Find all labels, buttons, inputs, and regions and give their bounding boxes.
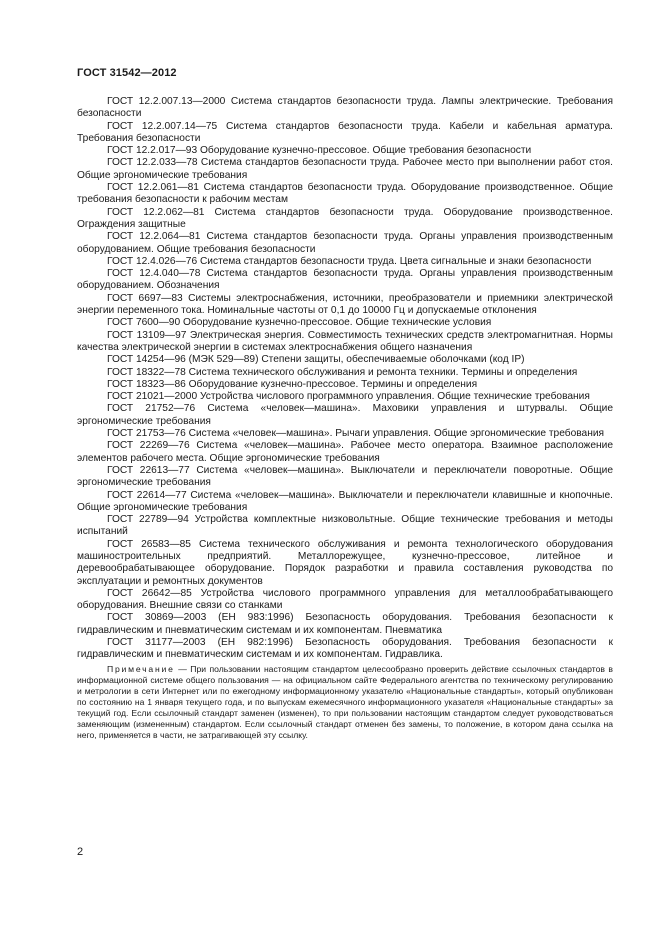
reference-entry: ГОСТ 18322—78 Система технического обслуживания и ремонта техники. Термины и определения [107,366,578,378]
reference-entry: ГОСТ 31177—2003 (ЕН 982:1996) Безопасность оборудования. Требования безопасности к гидравлическим и пневматическим системам и их компонентам. Гидравлика. [77,637,613,661]
reference-entry: ГОСТ 12.2.061—81 Система стандартов безопасности труда. Оборудование производственное. Общие требования безопасности к рабочим местам [77,182,613,206]
reference-entry: ГОСТ 30869—2003 (ЕН 983:1996) Безопасность оборудования. Требования безопасности к гидравлическим и пневматическим системам и их компонентам. Пневматика [77,612,613,636]
reference-entry: ГОСТ 21752—76 Система «человек—машина». Маховики управления и штурвалы. Общие эргономические требования [77,403,613,427]
normative-references [77,96,613,749]
reference-entry: ГОСТ 22613—77 Система «человек—машина». Выключатели и переключатели поворотные. Общие эргономические требования [77,464,613,489]
reference-entry: ГОСТ 12.2.017—93 Оборудование кузнечно-прессовое. Общие требования безопасности [107,145,532,157]
reference-entry: ГОСТ 22614—77 Система «человек—машина». Выключатели и переключатели клавишные и кнопочные. Общие эргономические требования [77,489,613,513]
reference-entry: ГОСТ 7600—90 Оборудование кузнечно-прессовое. Общие технические условия [107,317,492,329]
reference-entry: ГОСТ 13109—97 Электрическая энергия. Совместимость технических средств электромагнитная. Нормы качества электрической энергии в системах электроснабжения общего назначения [77,329,613,353]
reference-entry: ГОСТ 26583—85 Система технического обслуживания и ремонта технологического оборудования машиностроительных предприятий. Металлорежущее, кузнечно-прессовое, литейное и деревообрабатывающее оборудование. Порядок разработки и правила составления руководства по эксплуатации и ремонтных документов [77,538,613,587]
note-label: Примечание [107,663,175,674]
reference-entry: ГОСТ 26642—85 Устройства числового программного управления для металлообрабатывающего оборудования. Внешние связи со станками [77,587,613,612]
reference-entry: ГОСТ 12.2.007.13—2000 Система стандартов безопасности труда. Лампы электрические. Требования безопасности [77,96,613,120]
reference-entry: ГОСТ 12.4.040—78 Система стандартов безопасности труда. Органы управления производственным оборудованием. Обозначения [77,268,613,292]
reference-entry: ГОСТ 21753—76 Система «человек—машина». Рычаги управления. Общие эргономические требования [107,428,605,440]
reference-entry: ГОСТ 12.2.007.14—75 Система стандартов безопасности труда. Кабели и кабельная арматура. Требования безопасности [77,120,613,144]
reference-entry: ГОСТ 12.4.026—76 Система стандартов безопасности труда. Цвета сигнальные и знаки безопасности [107,255,592,267]
page-number: 2 [77,846,84,858]
reference-entry: ГОСТ 22789—94 Устройства комплектные низковольтные. Общие технические требования и методы испытаний [77,514,613,538]
reference-entry: ГОСТ 12.2.062—81 Система стандартов безопасности труда. Оборудование производственное. Ограждения защитные [77,206,613,230]
reference-entry: ГОСТ 12.2.064—81 Система стандартов безопасности труда. Органы управления производственным оборудованием. Общие требования безопасности [77,231,613,255]
reference-entry: ГОСТ 6697—83 Системы электроснабжения, источники, преобразователи и приемники электрической энергии переменного тока. Номинальные частоты от 0,1 до 10000 Гц и допускаемые отклонения [77,292,613,317]
document-header: ГОСТ 31542—2012 [77,67,177,79]
reference-entry: ГОСТ 18323—86 Оборудование кузнечно-прессовое. Термины и определения [107,378,478,390]
reference-entry: ГОСТ 12.2.033—78 Система стандартов безопасности труда. Рабочее место при выполнении работ стоя. Общие эргономические требования [77,157,613,181]
reference-entry: ГОСТ 14254—96 (МЭК 529—89) Степени защиты, обеспечиваемые оболочками (код IP) [107,354,525,366]
note-paragraph [77,664,613,741]
reference-entry: ГОСТ 22269—76 Система «человек—машина». Рабочее место оператора. Взаимное расположение элементов рабочего места. Общие эргономические требования [77,440,613,464]
note-text: — При пользовании настоящим стандартом целесообразно проверить действие ссылочных стандартов в информационной системе общего пользования — на официальном сайте Федерального агентства по техническому регулированию и метрологии в сети Интернет или по ежегодному информационному указателю «Национальные стандарты», который опубликован по состоянию на 1 января текущего года, и по выпускам ежемесячного информационного указателя «Национальные стандарты» за текущий год. Если ссылочный стандарт заменен (изменен), то при пользовании настоящим стандартом следует руководствоваться заменяющим (измененным) стандартом. Если ссылочный стандарт отменен без замены, то положение, в котором дана ссылка на него, применяется в части, не затрагивающей эту ссылку. [77,663,613,740]
reference-entry: ГОСТ 21021—2000 Устройства числового программного управления. Общие технические требования [107,391,590,403]
